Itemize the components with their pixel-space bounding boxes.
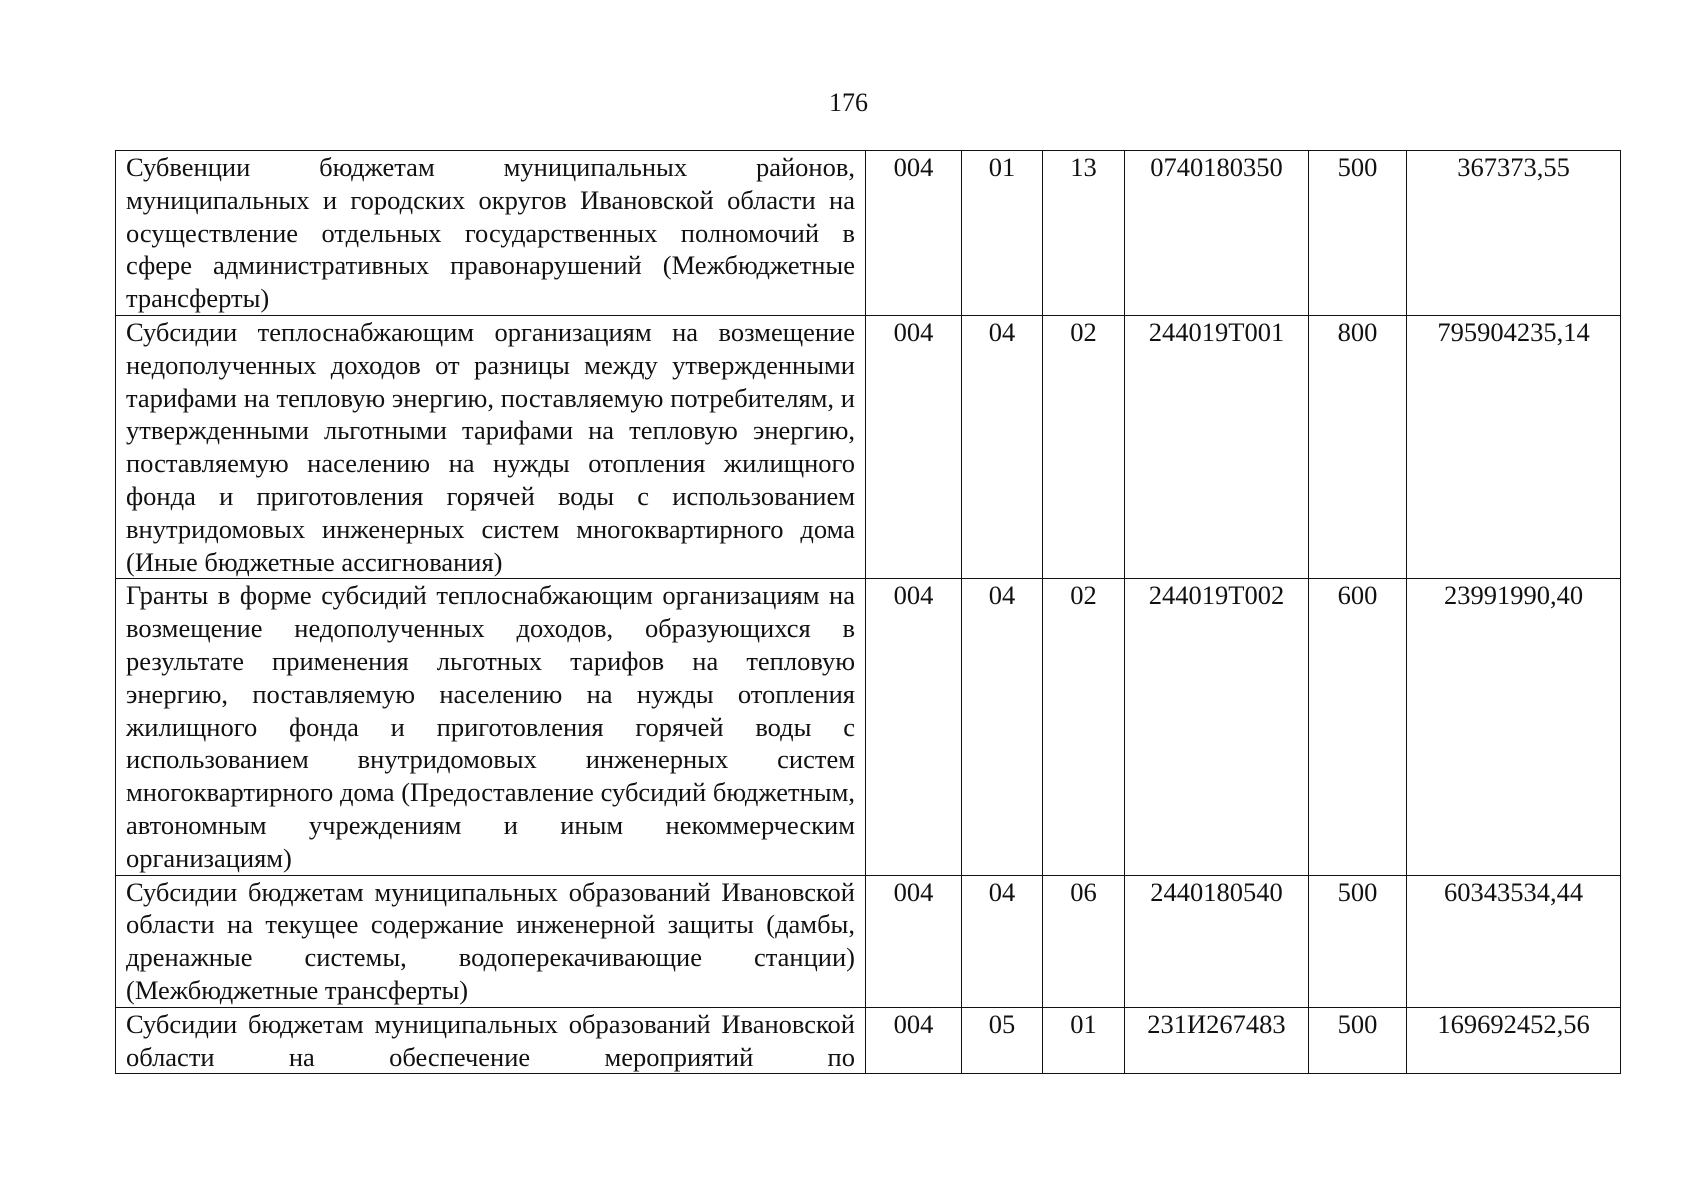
target-article-cell: 231И267483 bbox=[1125, 1007, 1309, 1074]
ministry-code-cell: 004 bbox=[866, 875, 962, 1007]
table-row bbox=[116, 151, 1621, 316]
budget-table bbox=[115, 150, 1621, 1074]
section-cell: 05 bbox=[962, 1007, 1043, 1074]
amount-cell: 60343534,44 bbox=[1407, 875, 1621, 1007]
expense-type-cell: 500 bbox=[1309, 151, 1407, 316]
amount-cell: 23991990,40 bbox=[1407, 579, 1621, 875]
target-article-cell: 2440180540 bbox=[1125, 875, 1309, 1007]
expense-type-cell: 500 bbox=[1309, 875, 1407, 1007]
expense-type-cell: 800 bbox=[1309, 315, 1407, 578]
description-cell: Субсидии бюджетам муниципальных образований Ивановской области на текущее содержание инженерной защиты (дамбы, дренажные системы, водоперекачивающие станции) (Межбюджетные трансферты) bbox=[116, 875, 866, 1007]
section-cell: 04 bbox=[962, 579, 1043, 875]
subsection-cell: 06 bbox=[1043, 875, 1125, 1007]
ministry-code-cell: 004 bbox=[866, 315, 962, 578]
subsection-cell: 02 bbox=[1043, 579, 1125, 875]
ministry-code-cell: 004 bbox=[866, 151, 962, 316]
page-number: 176 bbox=[829, 88, 868, 117]
description-cell: Субсидии теплоснабжающим организациям на возмещение недополученных доходов от разницы между утвержденными тарифами на тепловую энергию, поставляемую потребителям, и утвержденными льготными тарифами на тепловую энергию, поставляемую населению на нужды отопления жилищного фонда и приготовления горячей воды с использованием внутридомовых инженерных систем многоквартирного дома (Иные бюджетные ассигнования) bbox=[116, 315, 866, 578]
table-row bbox=[116, 1007, 1621, 1074]
target-article-cell: 244019Т001 bbox=[1125, 315, 1309, 578]
section-cell: 01 bbox=[962, 151, 1043, 316]
description-cell: Гранты в форме субсидий теплоснабжающим организациям на возмещение недополученных доходов, образующихся в результате применения льготных тарифов на тепловую энергию, поставляемую населению на нужды отопления жилищного фонда и приготовления горячей воды с использованием внутридомовых инженерных систем многоквартирного дома (Предоставление субсидий бюджетным, автономным учреждениям и иным некоммерческим организациям) bbox=[116, 579, 866, 875]
table-row bbox=[116, 315, 1621, 578]
expense-type-cell: 600 bbox=[1309, 579, 1407, 875]
amount-cell: 795904235,14 bbox=[1407, 315, 1621, 578]
ministry-code-cell: 004 bbox=[866, 1007, 962, 1074]
amount-cell: 169692452,56 bbox=[1407, 1007, 1621, 1074]
description-cell: Субсидии бюджетам муниципальных образований Ивановской области на обеспечение мероприятий по bbox=[116, 1007, 866, 1074]
subsection-cell: 02 bbox=[1043, 315, 1125, 578]
amount-cell: 367373,55 bbox=[1407, 151, 1621, 316]
description-cell: Субвенции бюджетам муниципальных районов, муниципальных и городских округов Ивановской области на осуществление отдельных государственных полномочий в сфере административных правонарушений (Межбюджетные трансферты) bbox=[116, 151, 866, 316]
target-article-cell: 0740180350 bbox=[1125, 151, 1309, 316]
table-row bbox=[116, 875, 1621, 1007]
subsection-cell: 13 bbox=[1043, 151, 1125, 316]
section-cell: 04 bbox=[962, 875, 1043, 1007]
table-row bbox=[116, 579, 1621, 875]
target-article-cell: 244019Т002 bbox=[1125, 579, 1309, 875]
subsection-cell: 01 bbox=[1043, 1007, 1125, 1074]
section-cell: 04 bbox=[962, 315, 1043, 578]
expense-type-cell: 500 bbox=[1309, 1007, 1407, 1074]
ministry-code-cell: 004 bbox=[866, 579, 962, 875]
